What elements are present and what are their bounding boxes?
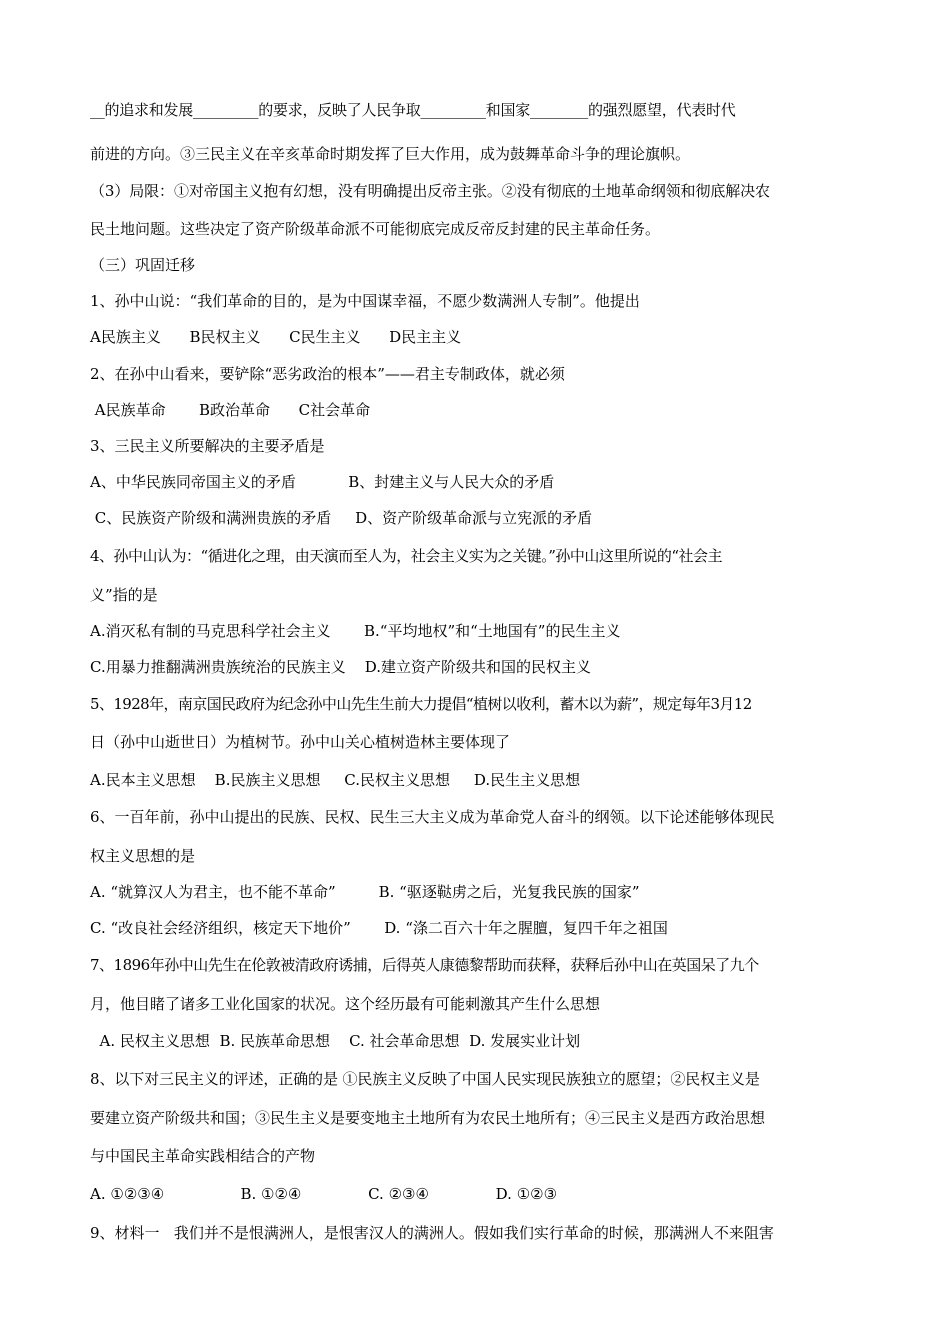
question-3: 3、三民主义所要解决的主要矛盾是	[90, 437, 325, 455]
question-4-cont: 义”指的是	[90, 586, 158, 604]
question-9: 9、材料一 我们并不是恨满洲人，是恨害汉人的满洲人。假如我们实行革命的时候，那满洲人不来阻害	[90, 1224, 774, 1242]
question-3-options-ab: A、中华民族同帝国主义的矛盾 B、封建主义与人民大众的矛盾	[90, 473, 555, 491]
question-4: 4、孙中山认为：“循进化之理，由天演而至人为，社会主义实为之关键。”孙中山这里所说的“社会主	[90, 547, 723, 565]
question-8-cont-1: 要建立资产阶级共和国；③民生主义是要变地主土地所有为农民土地所有；④三民主义是西方政治思想	[90, 1109, 766, 1127]
question-1: 1、孙中山说：“我们革命的目的，是为中国谋幸福，不愿少数满洲人专制”。他提出	[90, 292, 640, 310]
question-5-cont: 日（孙中山逝世日）为植树节。孙中山关心植树造林主要体现了	[90, 733, 511, 751]
question-6-options-ab: A. “就算汉人为君主，也不能不革命” B. “驱逐鞑虏之后，光复我民族的国家”	[90, 883, 640, 901]
text-line-2: 前进的方向。③三民主义在辛亥革命时期发挥了巨大作用，成为鼓舞革命斗争的理论旗帜。	[90, 145, 691, 163]
question-6-cont: 权主义思想的是	[90, 847, 196, 865]
question-7-cont: 月，他目睹了诸多工业化国家的状况。这个经历最有可能刺激其产生什么思想	[90, 995, 601, 1013]
text-line-3: （3）局限：①对帝国主义抱有幻想，没有明确提出反帝主张。②没有彻底的土地革命纲领和彻底解决农	[90, 182, 770, 200]
question-8: 8、以下对三民主义的评述，正确的是 ①民族主义反映了中国人民实现民族独立的愿望；②民权主义是	[90, 1070, 760, 1088]
question-8-options: A. ①②③④ B. ①②④ C. ②③④ D. ①②③	[90, 1185, 558, 1203]
question-4-options-cd: C.用暴力推翻满洲贵族统治的民族主义 D.建立资产阶级共和国的民权主义	[90, 658, 592, 676]
section-heading: （三）巩固迁移	[90, 256, 196, 274]
question-4-options-ab: A.消灭私有制的马克思科学社会主义 B.“平均地权”和“土地国有”的民生主义	[90, 622, 621, 640]
text-line-1: __的追求和发展_________的要求，反映了人民争取_________和国家________的强烈愿望，代表时代	[90, 101, 736, 119]
question-5: 5、1928年，南京国民政府为纪念孙中山先生生前大力提倡“植树以收利，蓄木以为薪”，规定每年3月12	[90, 695, 752, 713]
question-1-options: A民族主义 B民权主义 C民生主义 D民主主义	[90, 328, 462, 346]
question-7: 7、1896年孙中山先生在伦敦被清政府诱捕，后得英人康德黎帮助而获释，获释后孙中山在英国呆了九个	[90, 956, 759, 974]
question-5-options: A.民本主义思想 B.民族主义思想 C.民权主义思想 D.民生主义思想	[90, 771, 581, 789]
question-6-options-cd: C. “改良社会经济组织，核定天下地价” D. “涤二百六十年之腥膻，复四千年之祖国	[90, 919, 668, 937]
question-2: 2、在孙中山看来，要铲除“恶劣政治的根本”——君主专制政体，就必须	[90, 365, 565, 383]
question-2-options: A民族革命 B政治革命 C社会革命	[90, 401, 371, 419]
text-line-4: 民土地问题。这些决定了资产阶级革命派不可能彻底完成反帝反封建的民主革命任务。	[90, 220, 661, 238]
question-7-options: A. 民权主义思想 B. 民族革命思想 C. 社会革命思想 D. 发展实业计划	[90, 1032, 581, 1050]
question-8-cont-2: 与中国民主革命实践相结合的产物	[90, 1147, 316, 1165]
question-3-options-cd: C、民族资产阶级和满洲贵族的矛盾 D、资产阶级革命派与立宪派的矛盾	[90, 509, 593, 527]
question-6: 6、一百年前，孙中山提出的民族、民权、民生三大主义成为革命党人奋斗的纲领。以下论述能够体现民	[90, 808, 775, 826]
